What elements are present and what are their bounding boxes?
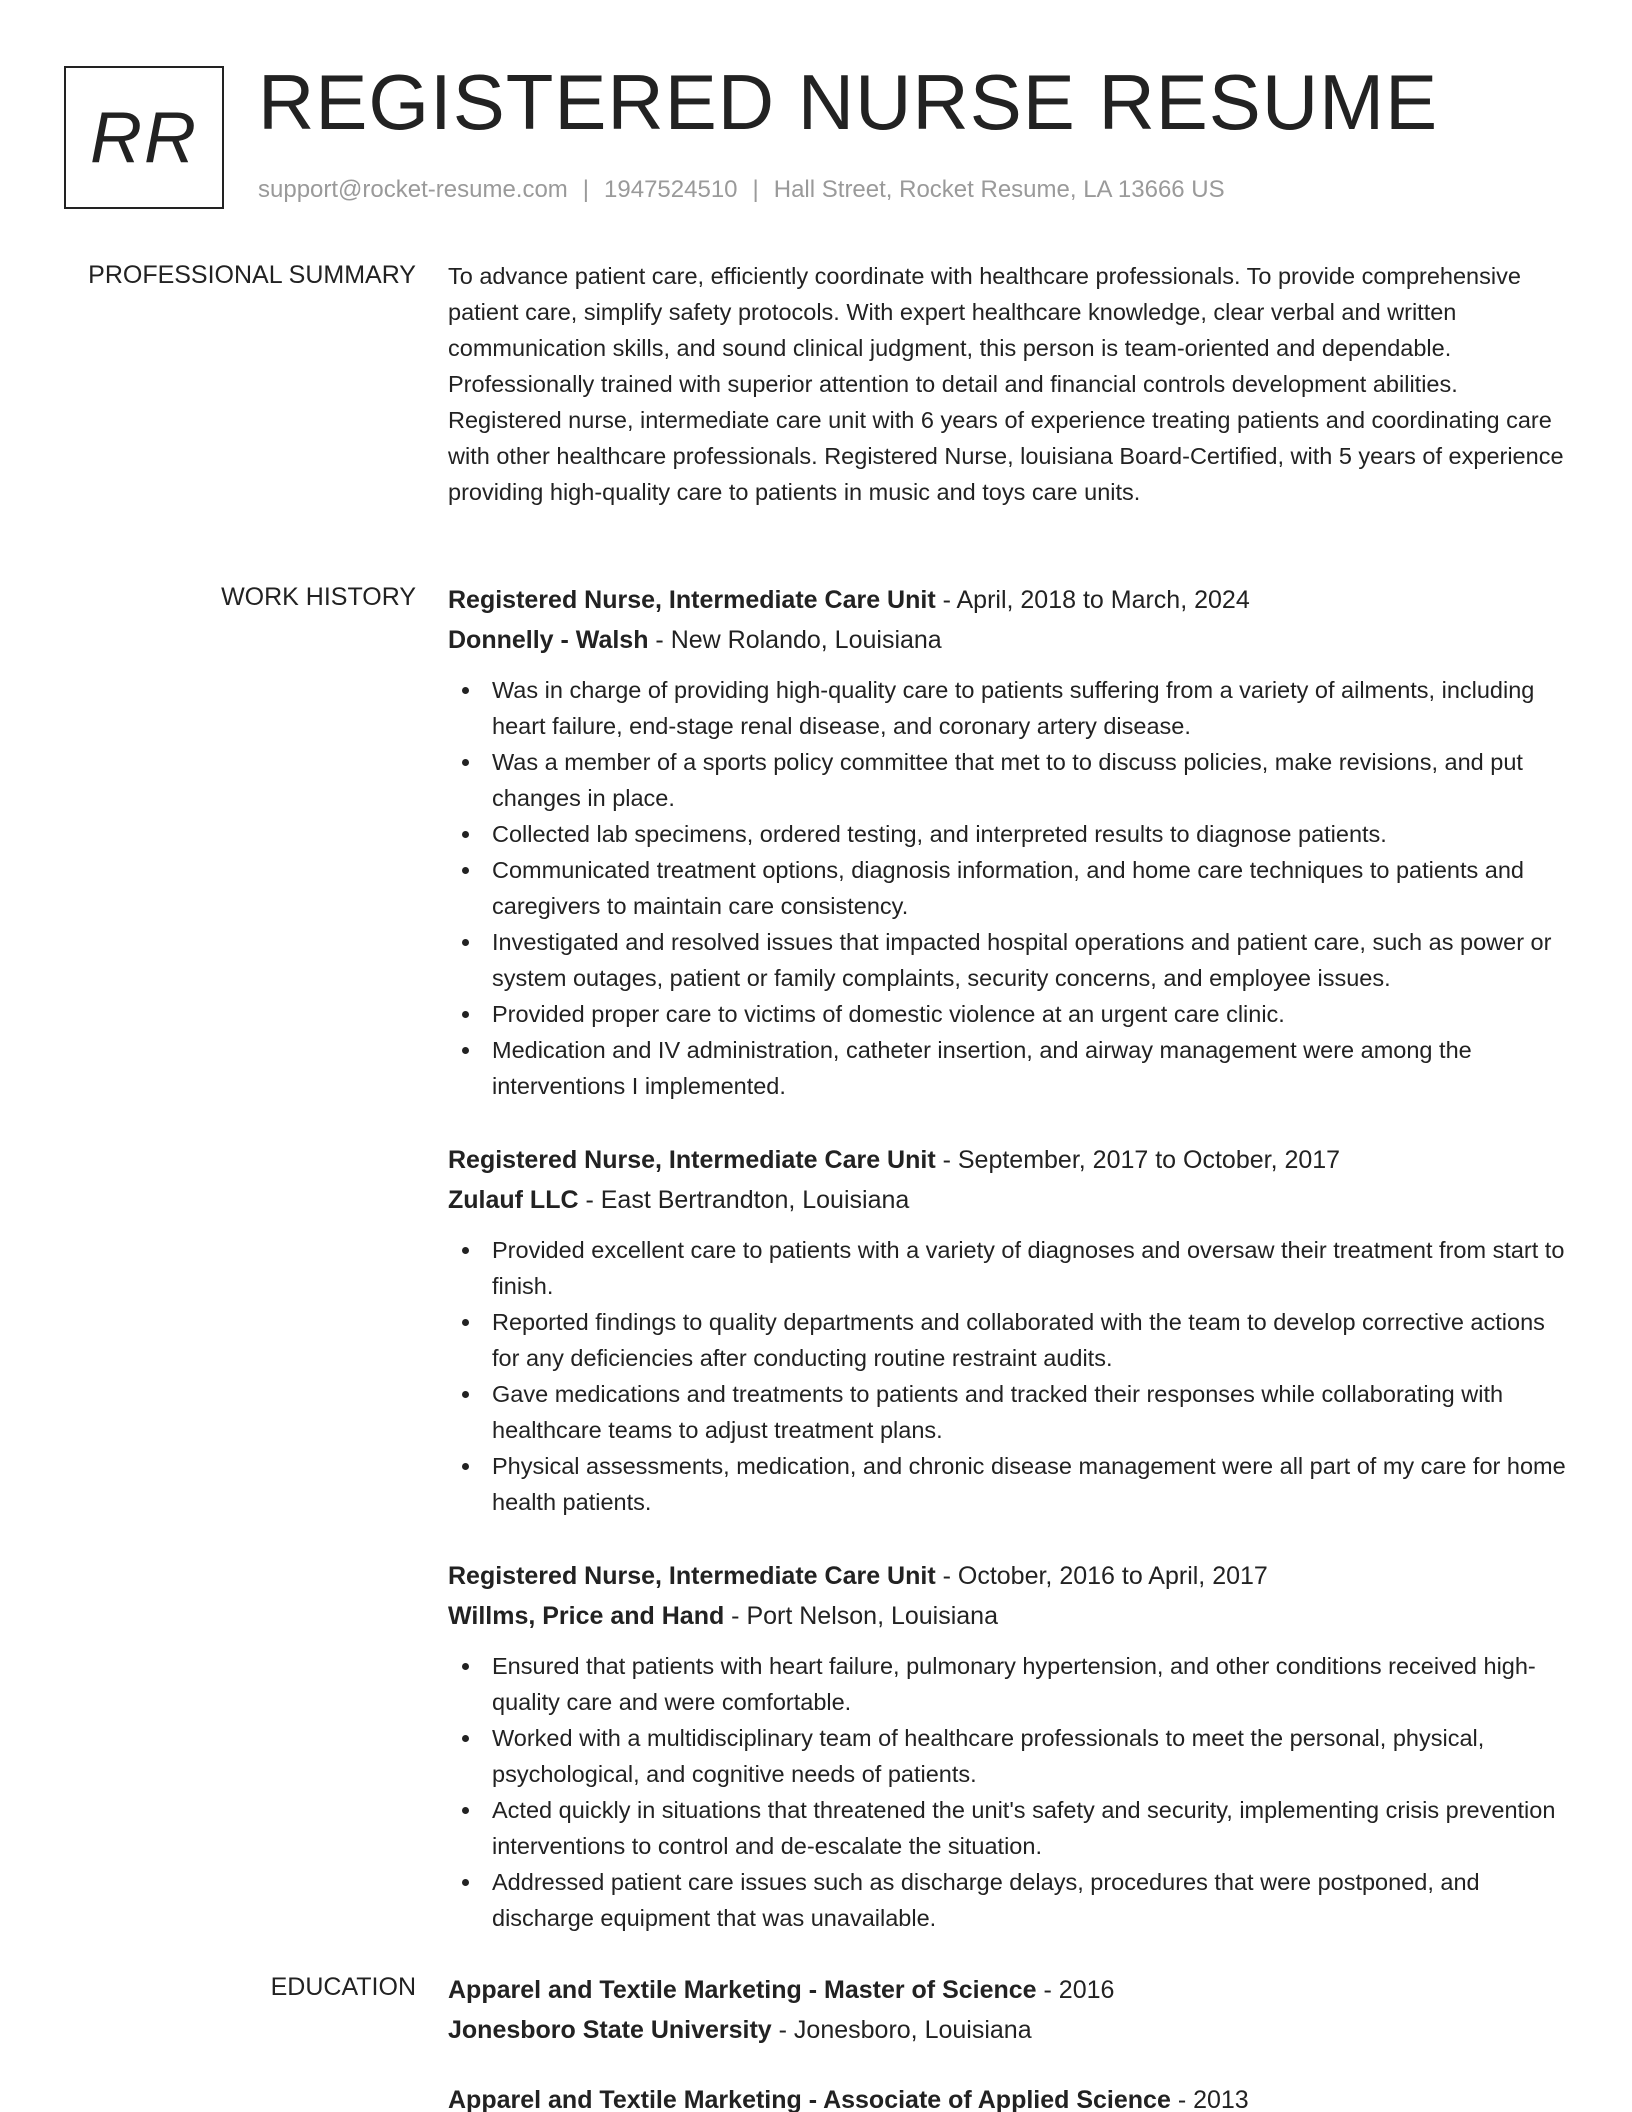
degree-year: - 2016 xyxy=(1036,1976,1115,2004)
contact-email: support@rocket-resume.com xyxy=(258,176,568,203)
bullet-item: Investigated and resolved issues that impacted hospital operations and patient care, such as power or system outages, patient or family complaints, security concerns, and employee issues. xyxy=(448,924,1568,996)
bullet-item: Provided proper care to victims of domestic violence at an urgent care clinic. xyxy=(448,996,1568,1032)
job-entry xyxy=(448,580,1568,1104)
degree-line xyxy=(448,1970,1568,2010)
job-location: - East Bertrandton, Louisiana xyxy=(578,1186,910,1214)
job-company-line xyxy=(448,620,1568,660)
summary-text: To advance patient care, efficiently coordinate with healthcare professionals. To provide comprehensive patient care, simplify safety protocols. With expert healthcare knowledge, clear verbal and written communication skills, and sound clinical judgment, this person is team-oriented and dependable. Professionally trained with superior attention to detail and financial controls development abilities. Registered nurse, intermediate care unit with 6 years of experience treating patients and coordinating care with other healthcare professionals. Registered Nurse, louisiana Board-Certified, with 5 years of experience providing high-quality care to patients in music and toys care units. xyxy=(448,263,1564,505)
bullet-item: Physical assessments, medication, and chronic disease management were all part of my care for home health patients. xyxy=(448,1448,1568,1520)
bullet-item: Gave medications and treatments to patients and tracked their responses while collaborating with healthcare teams to adjust treatment plans. xyxy=(448,1376,1568,1448)
job-title: Registered Nurse, Intermediate Care Unit xyxy=(448,1562,936,1590)
school-location: - Jonesboro, Louisiana xyxy=(771,2016,1032,2044)
contact-address: Hall Street, Rocket Resume, LA 13666 US xyxy=(773,176,1225,203)
degree-line xyxy=(448,2080,1568,2112)
bullet-item: Was a member of a sports policy committee that met to to discuss policies, make revisions, and put changes in place. xyxy=(448,744,1568,816)
education-entry xyxy=(448,2080,1568,2112)
monogram-initials: RR xyxy=(90,97,198,178)
bullet-item: Reported findings to quality departments and collaborated with the team to develop corrective actions for any deficiencies after conducting routine restraint audits. xyxy=(448,1304,1568,1376)
bullet-item: Collected lab specimens, ordered testing, and interpreted results to diagnose patients. xyxy=(448,816,1568,852)
school-name: Jonesboro State University xyxy=(448,2016,772,2044)
bullet-item: Ensured that patients with heart failure, pulmonary hypertension, and other conditions received high-quality care and were comfortable. xyxy=(448,1648,1568,1720)
job-title: Registered Nurse, Intermediate Care Unit xyxy=(448,586,936,614)
page-title: REGISTERED NURSE RESUME xyxy=(258,58,1439,146)
job-dates: - April, 2018 to March, 2024 xyxy=(935,586,1250,614)
job-location: - Port Nelson, Louisiana xyxy=(724,1602,998,1630)
bullet-item: Was in charge of providing high-quality care to patients suffering from a variety of ailments, including heart failure, end-stage renal disease, and coronary artery disease. xyxy=(448,672,1568,744)
bullet-item: Communicated treatment options, diagnosis information, and home care techniques to patients and caregivers to maintain care consistency. xyxy=(448,852,1568,924)
section-label: PROFESSIONAL SUMMARY xyxy=(88,261,416,289)
job-title: Registered Nurse, Intermediate Care Unit xyxy=(448,1146,936,1174)
job-entry xyxy=(448,1556,1568,1936)
job-bullets xyxy=(448,1232,1568,1520)
job-bullets xyxy=(448,1648,1568,1936)
job-entry xyxy=(448,1140,1568,1520)
job-company-line xyxy=(448,1180,1568,1220)
job-company: Zulauf LLC xyxy=(448,1186,579,1214)
job-title-line xyxy=(448,1556,1568,1596)
job-company: Willms, Price and Hand xyxy=(448,1602,725,1630)
job-title-line xyxy=(448,1140,1568,1180)
section-label: EDUCATION xyxy=(270,1973,416,2001)
monogram-box xyxy=(64,66,224,209)
job-dates: - September, 2017 to October, 2017 xyxy=(935,1146,1341,1174)
bullet-item: Provided excellent care to patients with a variety of diagnoses and oversaw their treatment from start to finish. xyxy=(448,1232,1568,1304)
contact-line xyxy=(258,176,1225,204)
job-company: Donnelly - Walsh xyxy=(448,626,649,654)
bullet-item: Worked with a multidisciplinary team of healthcare professionals to meet the personal, physical, psychological, and cognitive needs of patients. xyxy=(448,1720,1568,1792)
job-dates: - October, 2016 to April, 2017 xyxy=(935,1562,1268,1590)
job-location: - New Rolando, Louisiana xyxy=(648,626,942,654)
degree-name: Apparel and Textile Marketing - Associate of Applied Science xyxy=(448,2086,1171,2112)
school-line xyxy=(448,2010,1568,2050)
degree-name: Apparel and Textile Marketing - Master of Science xyxy=(448,1976,1037,2004)
bullet-item: Medication and IV administration, catheter insertion, and airway management were among the interventions I implemented. xyxy=(448,1032,1568,1104)
section-label: WORK HISTORY xyxy=(221,583,416,611)
degree-year: - 2013 xyxy=(1170,2086,1249,2112)
job-title-line xyxy=(448,580,1568,620)
bullet-item: Acted quickly in situations that threatened the unit's safety and security, implementing crisis prevention interventions to control and de-escalate the situation. xyxy=(448,1792,1568,1864)
job-company-line xyxy=(448,1596,1568,1636)
job-bullets xyxy=(448,672,1568,1104)
education-entry xyxy=(448,1970,1568,2050)
contact-phone: 1947524510 xyxy=(604,176,738,203)
bullet-item: Addressed patient care issues such as discharge delays, procedures that were postponed, and discharge equipment that was unavailable. xyxy=(448,1864,1568,1936)
contact-separator: | xyxy=(752,176,759,203)
contact-separator: | xyxy=(582,176,590,203)
